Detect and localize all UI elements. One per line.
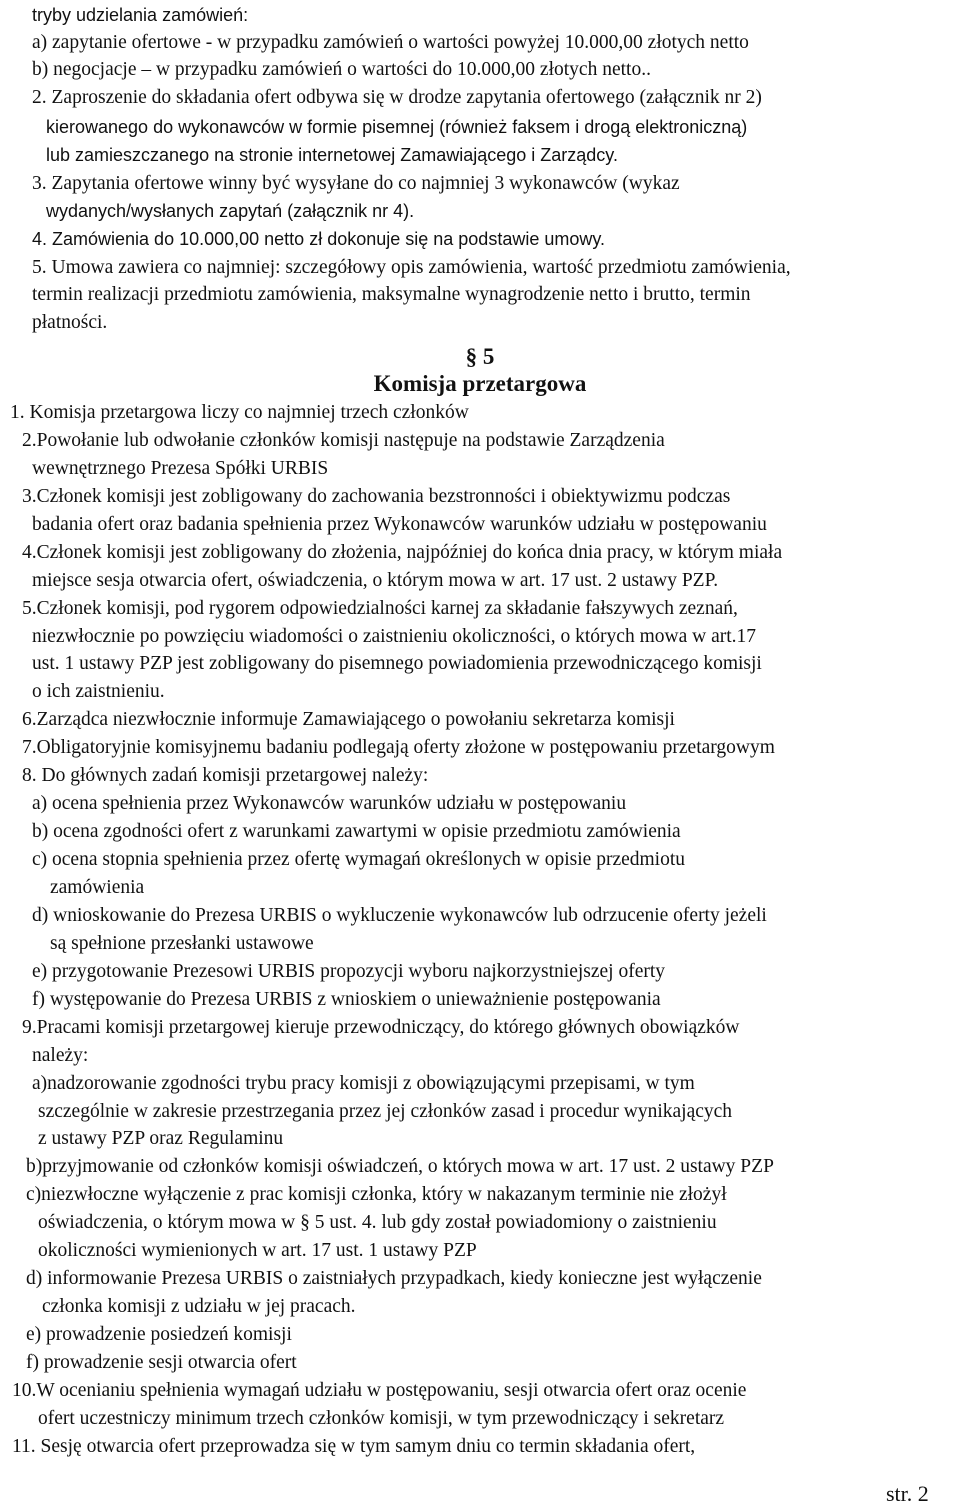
text-line: szczególnie w zakresie przestrzegania przez jej członków zasad i procedur wynikających xyxy=(38,1101,733,1122)
text-line: należy: xyxy=(32,1045,89,1066)
text-line: a)nadzorowanie zgodności trybu pracy komisji z obowiązującymi przepisami, w tym xyxy=(32,1073,695,1094)
text-line: z ustawy PZP oraz Regulaminu xyxy=(38,1128,284,1149)
text-line: 11. Sesję otwarcia ofert przeprowadza się w tym samym dniu co termin składania ofert, xyxy=(12,1436,696,1457)
text-line: płatności. xyxy=(32,312,108,333)
text-line: c) ocena stopnia spełnienia przez ofertę wymagań określonych w opisie przedmiotu xyxy=(32,849,686,870)
page-number: str. 2 xyxy=(886,1481,929,1506)
text-line: e) przygotowanie Prezesowi URBIS propozycji wyboru najkorzystniejszej oferty xyxy=(32,961,666,982)
text-line: f) występowanie do Prezesa URBIS z wnioskiem o unieważnienie postępowania xyxy=(32,989,661,1010)
text-line: e) prowadzenie posiedzeń komisji xyxy=(26,1324,292,1345)
section-title: Komisja przetargowa xyxy=(373,371,587,396)
text-line: 7.Obligatoryjnie komisyjnemu badaniu podlegają oferty złożone w postępowaniu przetargowym xyxy=(22,737,775,758)
text-line: okoliczności wymienionych w art. 17 ust. 1 ustawy PZP xyxy=(38,1240,477,1261)
text-line: oświadczenia, o którym mowa w § 5 ust. 4. lub gdy został powiadomiony o zaistnieniu xyxy=(38,1212,717,1233)
text-line: ofert uczestniczy minimum trzech członków komisji, w tym przewodniczący i sekretarz xyxy=(38,1408,725,1429)
text-line: 5.Członek komisji, pod rygorem odpowiedzialności karnej za składanie fałszywych zeznań, xyxy=(22,598,738,619)
text-line: b) negocjacje – w przypadku zamówień o wartości do 10.000,00 złotych netto.. xyxy=(32,59,651,80)
text-line: f) prowadzenie sesji otwarcia ofert xyxy=(26,1352,297,1373)
text-line: 6.Zarządca niezwłocznie informuje Zamawiającego o powołaniu sekretarza komisji xyxy=(22,709,675,730)
text-line: c)niezwłoczne wyłączenie z prac komisji członka, który w nakazanym terminie nie złożył xyxy=(26,1184,727,1205)
text-line: 3.Członek komisji jest zobligowany do zachowania bezstronności i obiektywizmu podczas xyxy=(22,486,731,507)
section-number: § 5 xyxy=(465,344,495,369)
text-line: wydanych/wysłanych zapytań (załącznik nr 4). xyxy=(46,201,415,221)
text-line: badania ofert oraz badania spełnienia przez Wykonawców warunków udziału w postępowaniu xyxy=(32,514,767,535)
text-line: 10.W ocenianiu spełnienia wymagań udziału w postępowaniu, sesji otwarcia ofert oraz ocenie xyxy=(12,1380,747,1401)
text-line: a) zapytanie ofertowe - w przypadku zamówień o wartości powyżej 10.000,00 złotych netto xyxy=(32,32,749,53)
text-line: zamówienia xyxy=(50,877,145,898)
text-line: b) ocena zgodności ofert z warunkami zawartymi w opisie przedmiotu zamówienia xyxy=(32,821,681,842)
text-line: o ich zaistnieniu. xyxy=(32,681,165,702)
text-line: 9.Pracami komisji przetargowej kieruje przewodniczący, do którego głównych obowiązków xyxy=(22,1017,740,1038)
text-line: lub zamieszczanego na stronie internetowej Zamawiającego i Zarządcy. xyxy=(46,145,618,165)
text-line: 2.Powołanie lub odwołanie członków komisji następuje na podstawie Zarządzenia xyxy=(22,430,665,451)
text-line: wewnętrznego Prezesa Spółki URBIS xyxy=(32,458,329,479)
text-line: ust. 1 ustawy PZP jest zobligowany do pisemnego powiadomienia przewodniczącego komisji xyxy=(32,653,762,674)
text-line: 4.Członek komisji jest zobligowany do złożenia, najpóźniej do końca dnia pracy, w którym miała xyxy=(22,542,783,563)
text-line: 2. Zaproszenie do składania ofert odbywa się w drodze zapytania ofertowego (załącznik nr 2) xyxy=(32,87,762,108)
text-line: a) ocena spełnienia przez Wykonawców warunków udziału w postępowaniu xyxy=(32,793,627,814)
text-line: 5. Umowa zawiera co najmniej: szczegółowy opis zamówienia, wartość przedmiotu zamówienia, xyxy=(32,257,791,278)
text-line: miejsce sesja otwarcia ofert, oświadczenia, o którym mowa w art. 17 ust. 2 ustawy PZP. xyxy=(32,570,719,591)
text-line: d) wnioskowanie do Prezesa URBIS o wykluczenie wykonawców lub odrzucenie oferty jeżeli xyxy=(32,905,767,926)
text-line: 3. Zapytania ofertowe winny być wysyłane do co najmniej 3 wykonawców (wykaz xyxy=(32,173,680,194)
text-line: kierowanego do wykonawców w formie pisemnej (również faksem i drogą elektroniczną) xyxy=(46,117,748,137)
text-line: termin realizacji przedmiotu zamówienia, maksymalne wynagrodzenie netto i brutto, termin xyxy=(32,284,751,305)
text-line: tryby udzielania zamówień: xyxy=(32,5,249,25)
text-line: 8. Do głównych zadań komisji przetargowej należy: xyxy=(22,765,429,786)
text-line: 1. Komisja przetargowa liczy co najmniej trzech członków xyxy=(10,402,469,423)
text-line: niezwłocznie po powzięciu wiadomości o zaistnieniu okoliczności, o których mowa w art.17 xyxy=(32,626,757,647)
text-line: b)przyjmowanie od członków komisji oświadczeń, o których mowa w art. 17 ust. 2 ustawy PZP xyxy=(26,1156,774,1177)
text-line: członka komisji z udziału w jej pracach. xyxy=(42,1296,356,1317)
text-line: 4. Zamówienia do 10.000,00 netto zł dokonuje się na podstawie umowy. xyxy=(32,229,606,249)
text-line: d) informowanie Prezesa URBIS o zaistniałych przypadkach, kiedy konieczne jest wyłączenie xyxy=(26,1268,762,1289)
text-line: są spełnione przesłanki ustawowe xyxy=(50,933,314,954)
